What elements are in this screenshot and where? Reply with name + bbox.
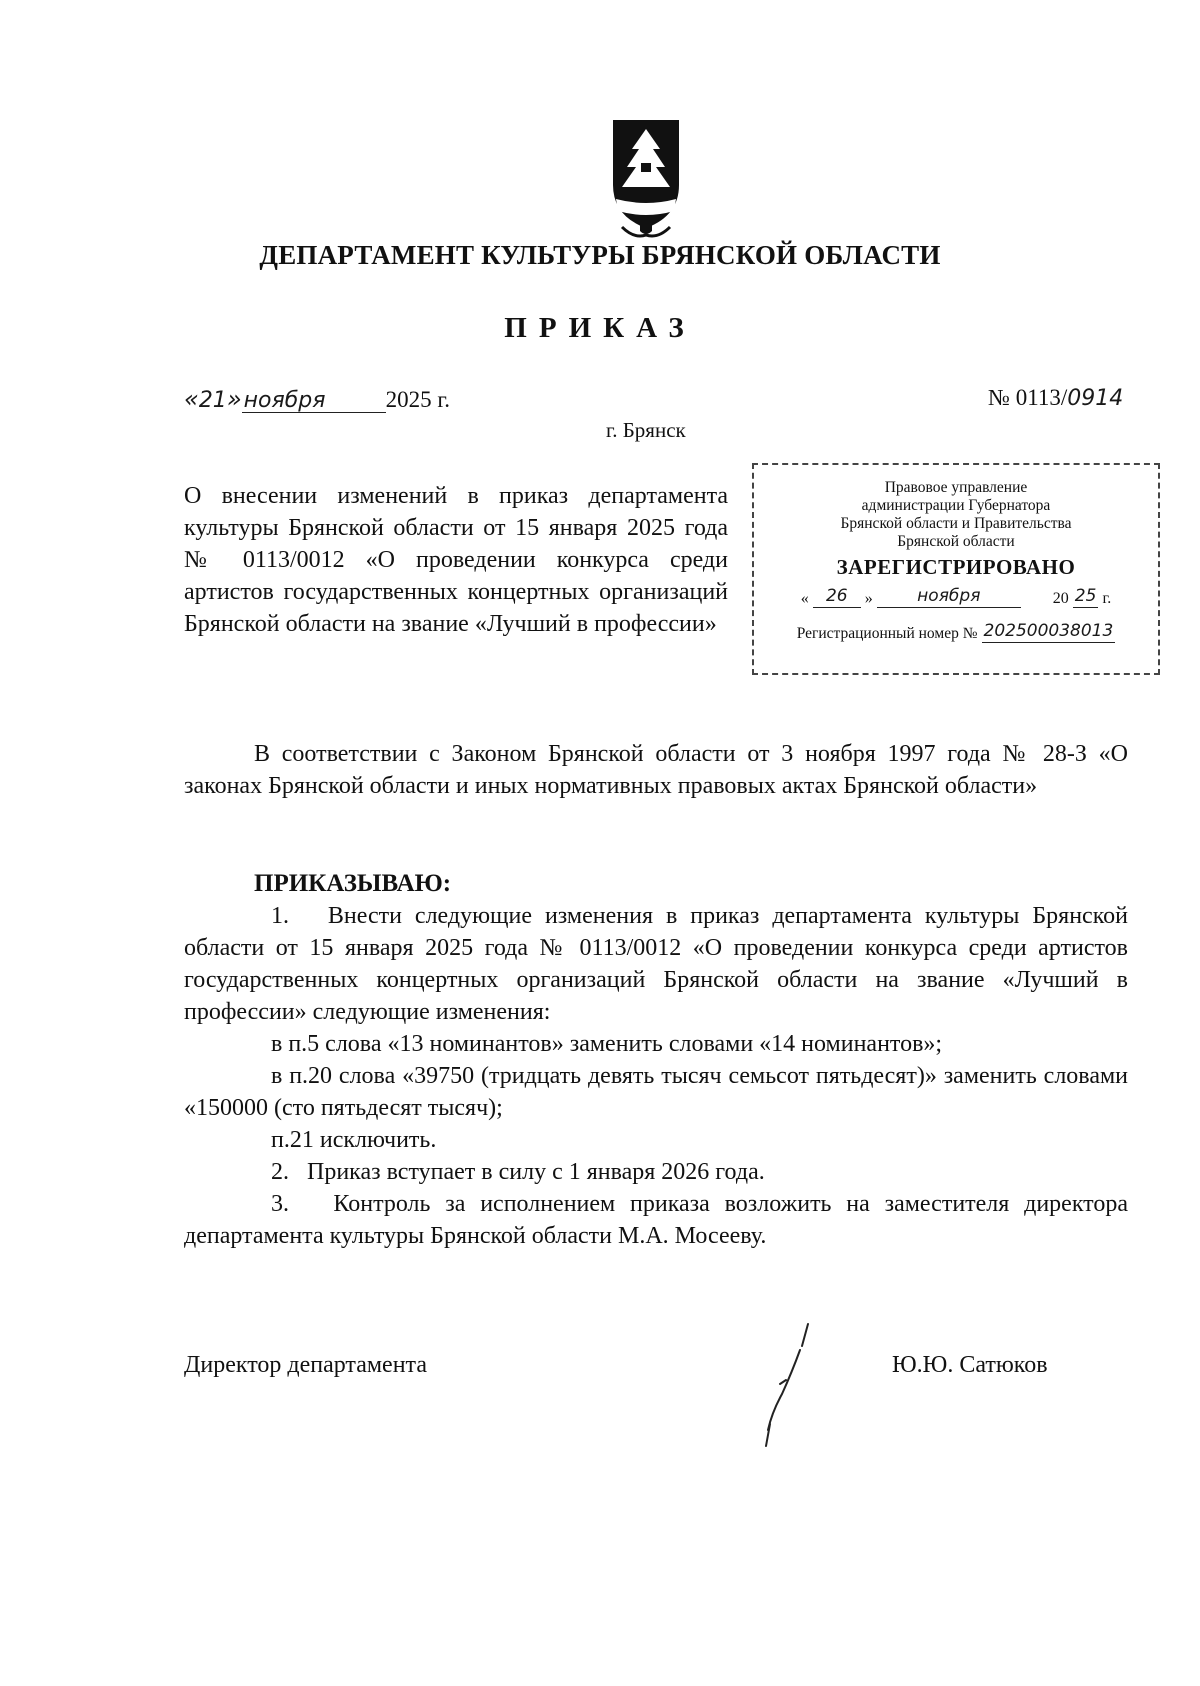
coat-of-arms-emblem xyxy=(600,115,692,245)
stamp-reg-label: Регистрационный номер № xyxy=(796,625,978,642)
city-name: г. Брянск xyxy=(606,418,686,442)
handwritten-signature xyxy=(752,1320,822,1450)
order-sub-item-3: п.21 исключить. xyxy=(271,1127,437,1153)
orders-list xyxy=(184,900,1128,1252)
document-type-title: ПРИКАЗ xyxy=(504,312,696,344)
date-year: 2025 г. xyxy=(385,387,450,412)
stamp-date-close-quote: » xyxy=(864,590,873,607)
document-date xyxy=(184,385,450,413)
order-sub-item-2: в п.20 слова «39750 (тридцать девять тысяч семьсот пятьдесят)» заменить словами «150000 (сто пятьдесят тысяч); xyxy=(184,1063,1128,1121)
stamp-reg-number: 202500038013 xyxy=(983,621,1114,641)
registration-stamp xyxy=(752,463,1160,675)
stamp-registered-label: ЗАРЕГИСТРИРОВАНО xyxy=(836,555,1076,579)
stamp-date-open-quote: « xyxy=(800,590,809,607)
date-close-quote: » xyxy=(226,385,242,413)
stamp-date-month: ноября xyxy=(877,585,1021,608)
department-name: ДЕПАРТАМЕНТ КУЛЬТУРЫ БРЯНСКОЙ ОБЛАСТИ xyxy=(259,240,941,270)
order-item-2: 2. Приказ вступает в силу с 1 января 2026 года. xyxy=(271,1159,765,1185)
date-open-quote: « xyxy=(184,385,199,413)
stamp-date-day: 26 xyxy=(813,585,861,608)
document-subject: О внесении изменений в приказ департамента культуры Брянской области от 15 января 2025 года № 0113/0012 «О проведении конкурса среди артистов государственных концертных организаций Брянской области на звание «Лучший в профессии» xyxy=(184,483,728,637)
stamp-registration-number xyxy=(754,620,1158,643)
date-day: 21 xyxy=(198,388,227,413)
signatory-name: Ю.Ю. Сатюков xyxy=(892,1352,1048,1378)
order-item-1: 1. Внести следующие изменения в приказ департамента культуры Брянской области от 15 января 2025 года № 0113/0012 «О проведении конкурса среди артистов государственных концертных организаций Брянской области на звание «Лучший в профессии» следующие изменения: xyxy=(184,903,1128,1025)
orders-heading: ПРИКАЗЫВАЮ: xyxy=(254,870,452,897)
stamp-line-4: Брянской области xyxy=(897,533,1015,550)
preamble-paragraph: В соответствии с Законом Брянской области от 3 ноября 1997 года № 28-З «О законах Брянской области и иных нормативных правовых актах Брянской области» xyxy=(184,741,1128,799)
order-item-3: 3. Контроль за исполнением приказа возложить на заместителя директора департамента культуры Брянской области М.А. Мосееву. xyxy=(184,1191,1128,1249)
stamp-date-year-prefix: 20 xyxy=(1052,590,1069,607)
stamp-date-g: г. xyxy=(1102,590,1112,607)
document-number xyxy=(988,385,1123,411)
document-number-suffix: 0914 xyxy=(1067,386,1124,411)
date-month: ноября xyxy=(242,390,386,413)
stamp-date-year-suffix: 25 xyxy=(1074,586,1097,606)
signatory-role: Директор департамента xyxy=(184,1352,427,1378)
stamp-line-1: Правовое управление xyxy=(884,479,1028,496)
document-number-prefix: № 0113/ xyxy=(988,385,1068,410)
order-sub-item-1: в п.5 слова «13 номинантов» заменить словами «14 номинантов»; xyxy=(271,1031,943,1057)
stamp-date xyxy=(754,585,1158,608)
stamp-line-2: администрации Губернатора xyxy=(861,497,1051,514)
stamp-line-3: Брянской области и Правительства xyxy=(840,515,1072,532)
